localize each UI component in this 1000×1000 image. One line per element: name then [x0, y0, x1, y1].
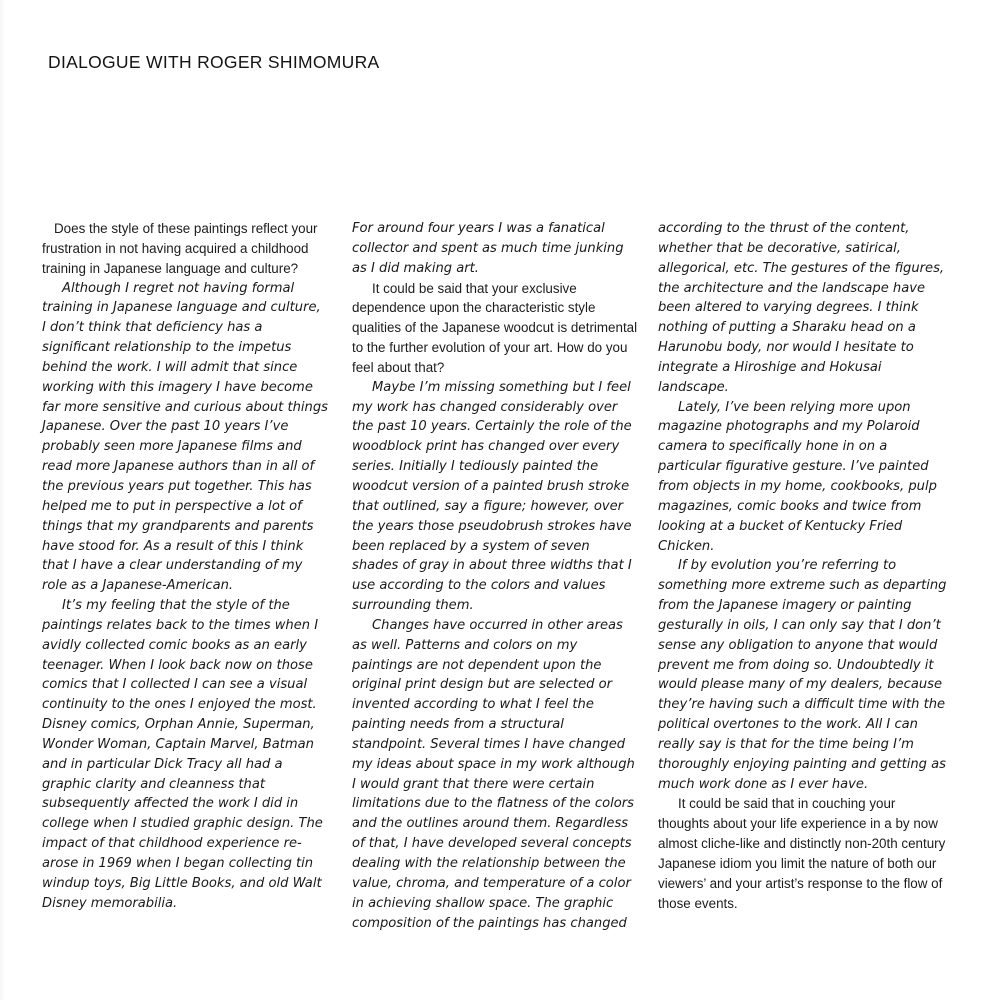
- answer-paragraph: Lately, I’ve been relying more upon magazine photographs and my Polaroid camera to specifically hone in on a particular figurative gesture. I’ve painted from objects in my home, cookbooks, pulp magazines, comic books and twice from looking at a bucket of Kentucky Fried Chicken.: [658, 399, 937, 554]
- text-column-2: [352, 219, 640, 933]
- text-column-3: [658, 219, 950, 914]
- answer-paragraph: For around four years I was a fanatical collector and spent as much time junking as I did making art.: [352, 221, 624, 276]
- question-paragraph: It could be said that in couching your thoughts about your life experience in a by now almost cliche-like and distinctly non-20th century Japanese idiom you limit the nature of both our viewers’ and your artist’s response to the flow of those events.: [658, 796, 946, 911]
- answer-paragraph: Maybe I’m missing something but I feel my work has changed considerably over the past 10 years. Certainly the role of the woodblock print has changed over every series. Initially I tediously painted the woodcut version of a painted brush stroke that outlined, say a figure; however, over the years those pseudobrush strokes have been replaced by a system of seven shades of gray in about three widths that I use according to the colors and values surrounding them.: [352, 379, 632, 614]
- answer-paragraph: Although I regret not having formal training in Japanese language and culture, I don’t think that deficiency has a significant relationship to the impetus behind the work. I will admit that since working with this imagery I have become far more sensitive and curious about things Japanese. Over the past 10 years I’ve probably seen more Japanese films and read more Japanese authors than in all of the previous years put together. This has helped me to put in perspective a lot of things that my grandparents and parents have stood for. As a result of this I think that I have a clear understanding of my role as a Japanese-American.: [42, 280, 328, 594]
- answer-paragraph: If by evolution you’re referring to something more extreme such as departing from the Japanese imagery or painting gesturally in oils, I can only say that I don’t sense any obligation to anyone that would prevent me from doing so. Undoubtedly it would please many of my dealers, because they’re having such a difficult time with the political overtones to the work. All I can really say is that for the time being I’m thoroughly enjoying painting and getting as much work done as I ever have.: [658, 558, 947, 792]
- answer-paragraph: according to the thrust of the content, whether that be decorative, satirical, allegorical, etc. The gestures of the figures, the architecture and the landscape have been altered to varying degrees. I think nothing of putting a Sharaku head on a Harunobu body, nor would I hesitate to integrate a Hiroshige and Hokusai landscape.: [658, 221, 945, 395]
- page-edge-shadow: [0, 0, 6, 1000]
- text-column-1: [42, 219, 328, 914]
- page-title: DIALOGUE WITH ROGER SHIMOMURA: [48, 52, 380, 72]
- answer-paragraph: Changes have occurred in other areas as well. Patterns and colors on my paintings are not dependent upon the original print design but are selected or invented according to what I feel the painting needs from a structural standpoint. Several times I have changed my ideas about space in my work although I would grant that there were certain limitations due to the flatness of the colors and the outlines around them. Regardless of that, I have developed several concepts dealing with the relationship between the value, chroma, and temperature of a color in achieving shallow space. The graphic composition of the paintings has changed: [352, 617, 635, 931]
- answer-paragraph: It’s my feeling that the style of the paintings relates back to the times when I avidly collected comic books as an early teenager. When I look back now on those comics that I collected I can see a visual continuity to the ones I enjoyed the most. Disney comics, Orphan Annie, Superman, Wonder Woman, Captain Marvel, Batman and in particular Dick Tracy all had a graphic clarity and cleanness that subsequently affected the work I did in college when I studied graphic design. The impact of that childhood experience re-arose in 1969 when I began collecting tin windup toys, Big Little Books, and old Walt Disney memorabilia.: [42, 598, 323, 911]
- question-paragraph: It could be said that your exclusive dependence upon the characteristic style qualities of the Japanese woodcut is detrimental to the further evolution of your art. How do you feel about that?: [352, 280, 638, 375]
- question-paragraph: Does the style of these paintings reflect your frustration in not having acquired a childhood training in Japanese language and culture?: [42, 221, 318, 276]
